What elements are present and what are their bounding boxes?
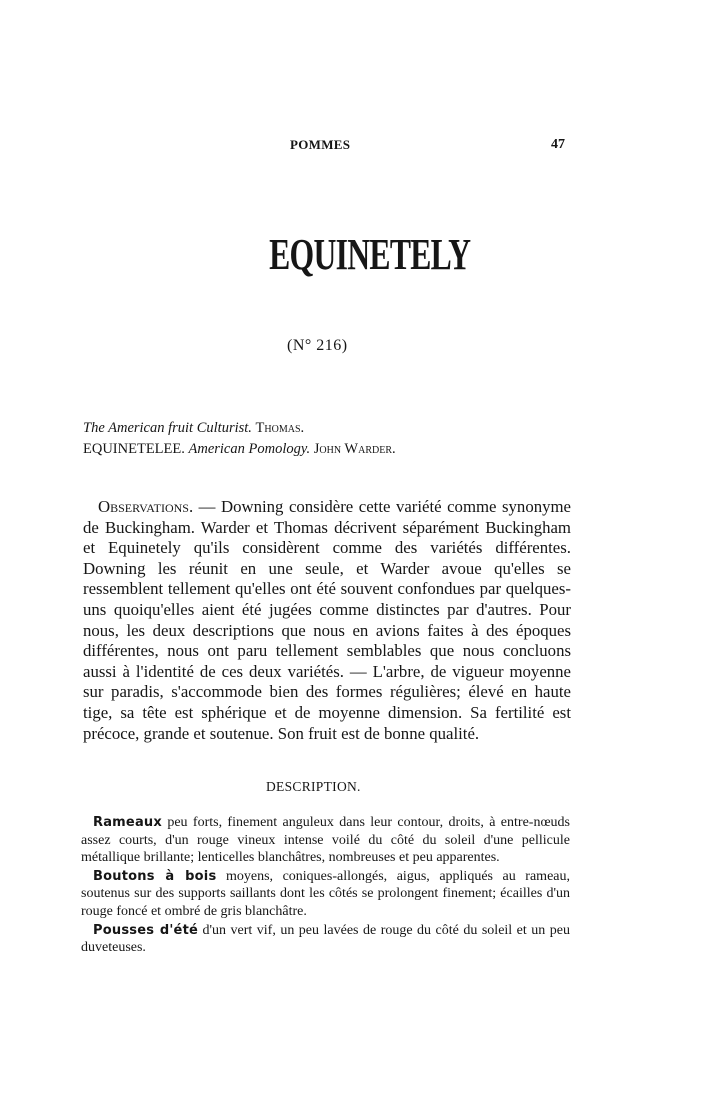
description-text: peu forts, finement anguleux dans leur contour, droits, à entre-nœuds assez courts, d'un rouge vineux intense voilé du côté du soleil d'une pellicule métallique brillante; lenticelles blanchâtres, nombreuses et peu apparentes. xyxy=(81,815,570,866)
reference-line xyxy=(83,439,583,460)
description-entry xyxy=(81,922,570,957)
description-heading: DESCRIPTION. xyxy=(266,779,361,794)
description-term: Rameaux xyxy=(93,815,162,830)
observations-paragraph xyxy=(83,497,571,744)
running-head xyxy=(0,137,707,157)
reference-synonym: EQUINETELEE. xyxy=(83,441,185,457)
observations-label: Observations. xyxy=(98,497,194,516)
reference-work: The American fruit Culturist. xyxy=(83,420,252,436)
running-head-title: POMMES xyxy=(290,137,351,152)
description-entry xyxy=(81,814,570,867)
description-term: Boutons à bois xyxy=(93,868,217,884)
observations-section xyxy=(83,497,571,744)
reference-author: Thomas. xyxy=(255,420,305,436)
reference-author: John Warder. xyxy=(313,441,396,457)
variety-title: EQUINETELY xyxy=(269,230,471,279)
reference-work: American Pomology. xyxy=(188,441,311,457)
description-term: Pousses d'été xyxy=(93,922,198,938)
references xyxy=(83,418,583,460)
description-text: moyens, coniques-allongés, aigus, appliqués au rameau, soutenus sur des supports saillants dont les côtés se prolongent finement; écailles d'un rouge foncé et ombré de gris blanchâtre. xyxy=(81,868,570,919)
reference-line xyxy=(83,418,583,439)
observations-text: — Downing considère cette variété comme synonyme de Buckingham. Warder et Thomas décrivent séparément Buckingham et Equinetely qu'ils considèrent comme des variétés différentes. Downing les réunit en une seule, et Warder avoue qu'elles se ressemblent tellement qu'elles ont été souvent confondues par quelques-uns quoiqu'elles aient été jugées comme distinctes par d'autres. Pour nous, les deux descriptions que nous en avions faites à des époques différentes, nous ont paru tellement semblables que nous concluons aussi à l'identité de ces deux variétés. — L'arbre, de vigueur moyenne sur paradis, s'accommode bien des formes régulières; élevé en haute tige, sa tête est sphérique et de moyenne dimension. Sa fertilité est précoce, grande et soutenue. Son fruit est de bonne qualité. xyxy=(83,497,571,743)
description-text: d'un vert vif, un peu lavées de rouge du côté du soleil et un peu duveteuses. xyxy=(81,922,570,956)
page-number: 47 xyxy=(551,137,565,152)
description-entry xyxy=(81,868,570,921)
catalog-number: (N° 216) xyxy=(287,337,348,354)
description-section xyxy=(81,814,570,958)
